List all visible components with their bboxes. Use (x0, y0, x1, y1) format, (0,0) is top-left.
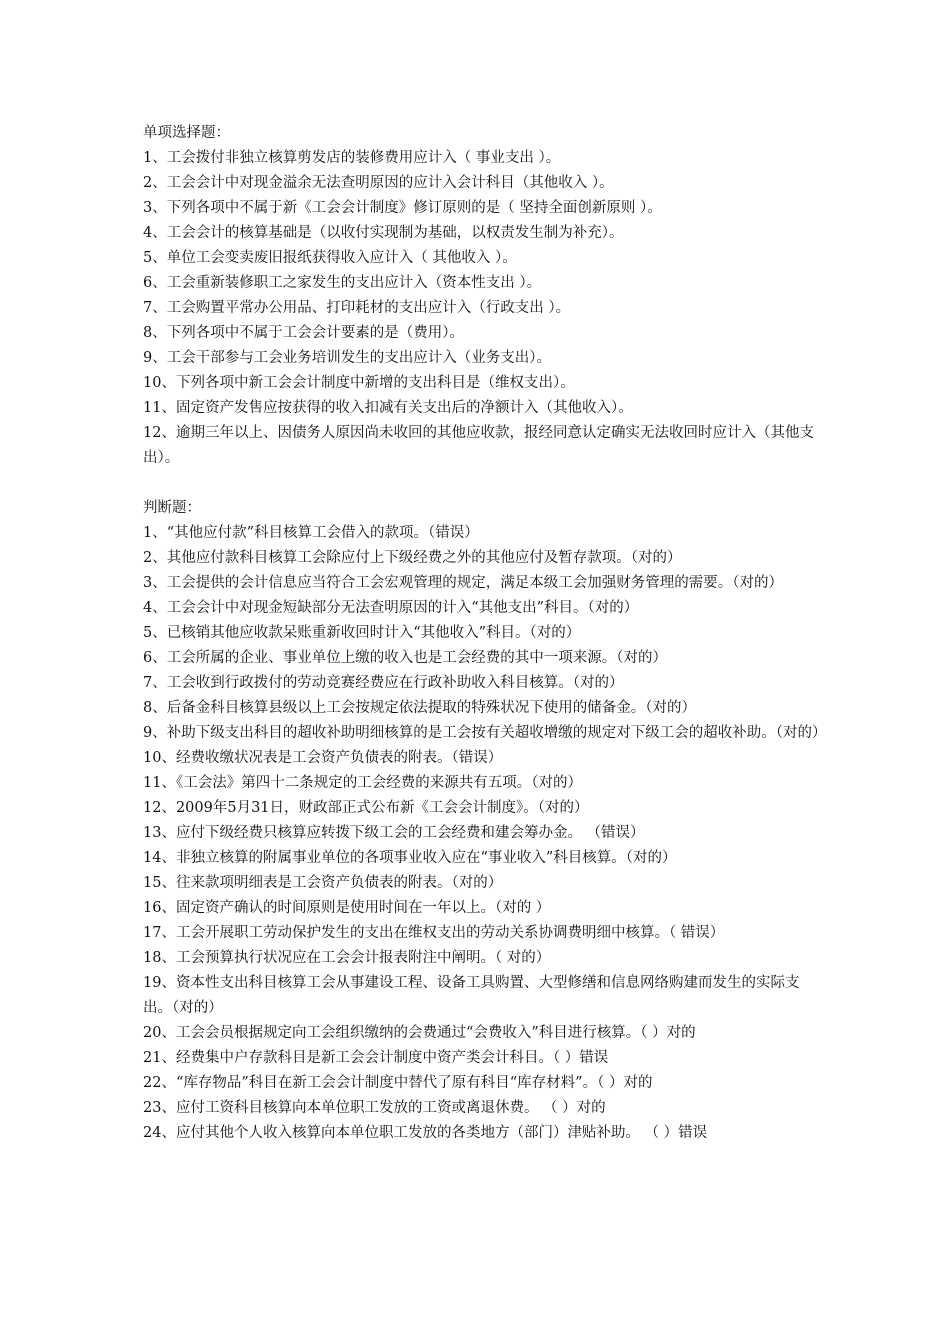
document-body (143, 121, 827, 1146)
true-false-item: 17、工会开展职工劳动保护发生的支出在维权支出的劳动关系协调费明细中核算。（ 错误） (143, 925, 725, 941)
single-choice-item: 11、固定资产发售应按获得的收入扣减有关支出后的净额计入（其他收入）。 (143, 400, 633, 416)
single-choice-item: 2、工会会计中对现金溢余无法查明原因的应计入会计科目（其他收入 ）。 (143, 175, 614, 191)
single-choice-item: 1、工会拨付非独立核算剪发店的装修费用应计入（ 事业支出 ）。 (143, 150, 561, 166)
true-false-item: 8、后备金科目核算县级以上工会按规定依法提取的特殊状况下使用的储备金。（对的） (143, 700, 696, 716)
single-choice-item: 12、逾期三年以上、因债务人原因尚未收回的其他应收款，报经同意认定确实无法收回时应计入（其他支出）。 (143, 425, 814, 466)
true-false-item: 22、“库存物品”科目在新工会会计制度中替代了原有科目“库存材料”。（ ）对的 (143, 1075, 653, 1091)
single-choice-item: 8、下列各项中不属于工会会计要素的是（费用）。 (143, 325, 464, 341)
true-false-item: 12、2009年5月31日，财政部正式公布新《工会会计制度》。（对的） (143, 800, 589, 816)
true-false-item: 21、经费集中户存款科目是新工会会计制度中资产类会计科目。（ ）错误 (143, 1050, 609, 1066)
true-false-item: 4、工会会计中对现金短缺部分无法查明原因的计入“其他支出”科目。（对的） (143, 600, 639, 616)
true-false-item: 19、资本性支出科目核算工会从事建设工程、设备工具购置、大型修缮和信息网络购建而发生的实际支出。（对的） (143, 975, 800, 1016)
true-false-item: 1、“其他应付款”科目核算工会借入的款项。（错误） (143, 525, 479, 541)
single-choice-heading: 单项选择题： (143, 125, 230, 141)
single-choice-item: 3、下列各项中不属于新《工会会计制度》修订原则的是（ 坚持全面创新原则 ）。 (143, 200, 662, 216)
true-false-heading: 判断题： (143, 500, 201, 516)
single-choice-item: 10、下列各项中新工会会计制度中新增的支出科目是（维权支出）。 (143, 375, 575, 391)
true-false-item: 20、工会会员根据规定向工会组织缴纳的会费通过“会费收入”科目进行核算。（ ）对的 (143, 1025, 696, 1041)
true-false-item: 6、工会所属的企业、事业单位上缴的收入也是工会经费的其中一项来源。（对的） (143, 650, 667, 666)
true-false-item: 13、应付下级经费只核算应转拨下级工会的工会经费和建会筹办金。 （错误） (143, 825, 645, 841)
true-false-item: 2、其他应付款科目核算工会除应付上下级经费之外的其他应付及暂存款项。（对的） (143, 550, 682, 566)
true-false-item: 3、工会提供的会计信息应当符合工会宏观管理的规定，满足本级工会加强财务管理的需要。（对的） (143, 575, 783, 591)
true-false-item: 10、经费收缴状况表是工会资产负债表的附表。（错误） (143, 750, 503, 766)
single-choice-item: 6、工会重新装修职工之家发生的支出应计入（资本性支出 ）。 (143, 275, 542, 291)
true-false-item: 9、补助下级支出科目的超收补助明细核算的是工会按有关超收增缴的规定对下级工会的超收补助。（对的） (143, 725, 827, 741)
true-false-item: 24、应付其他个人收入核算向本单位职工发放的各类地方（部门）津贴补助。 （ ）错误 (143, 1125, 708, 1141)
true-false-item: 14、非独立核算的附属事业单位的各项事业收入应在“事业收入”科目核算。（对的） (143, 850, 677, 866)
section-spacer (143, 471, 823, 496)
true-false-item: 16、固定资产确认的时间原则是使用时间在一年以上。（对的 ） (143, 900, 551, 916)
true-false-item: 15、往来款项明细表是工会资产负债表的附表。（对的） (143, 875, 503, 891)
single-choice-item: 4、工会会计的核算基础是（以收付实现制为基础，以权责发生制为补充）。 (143, 225, 624, 241)
single-choice-item: 7、工会购置平常办公用品、打印耗材的支出应计入（行政支出 ）。 (143, 300, 571, 316)
single-choice-item: 5、单位工会变卖废旧报纸获得收入应计入（ 其他收入 ）。 (143, 250, 517, 266)
true-false-list (143, 521, 827, 1146)
true-false-item: 11、《工会法》第四十二条规定的工会经费的来源共有五项。（对的） (143, 775, 582, 791)
true-false-item: 7、工会收到行政拨付的劳动竞赛经费应在行政补助收入科目核算。（对的） (143, 675, 624, 691)
true-false-item: 23、应付工资科目核算向本单位职工发放的工资或离退休费。 （ ）对的 (143, 1100, 606, 1116)
single-choice-list (143, 146, 823, 471)
true-false-item: 18、工会预算执行状况应在工会会计报表附注中阐明。（ 对的） (143, 950, 551, 966)
true-false-item: 5、已核销其他应收款呆账重新收回时计入“其他收入”科目。（对的） (143, 625, 581, 641)
single-choice-item: 9、工会干部参与工会业务培训发生的支出应计入（业务支出）。 (143, 350, 551, 366)
